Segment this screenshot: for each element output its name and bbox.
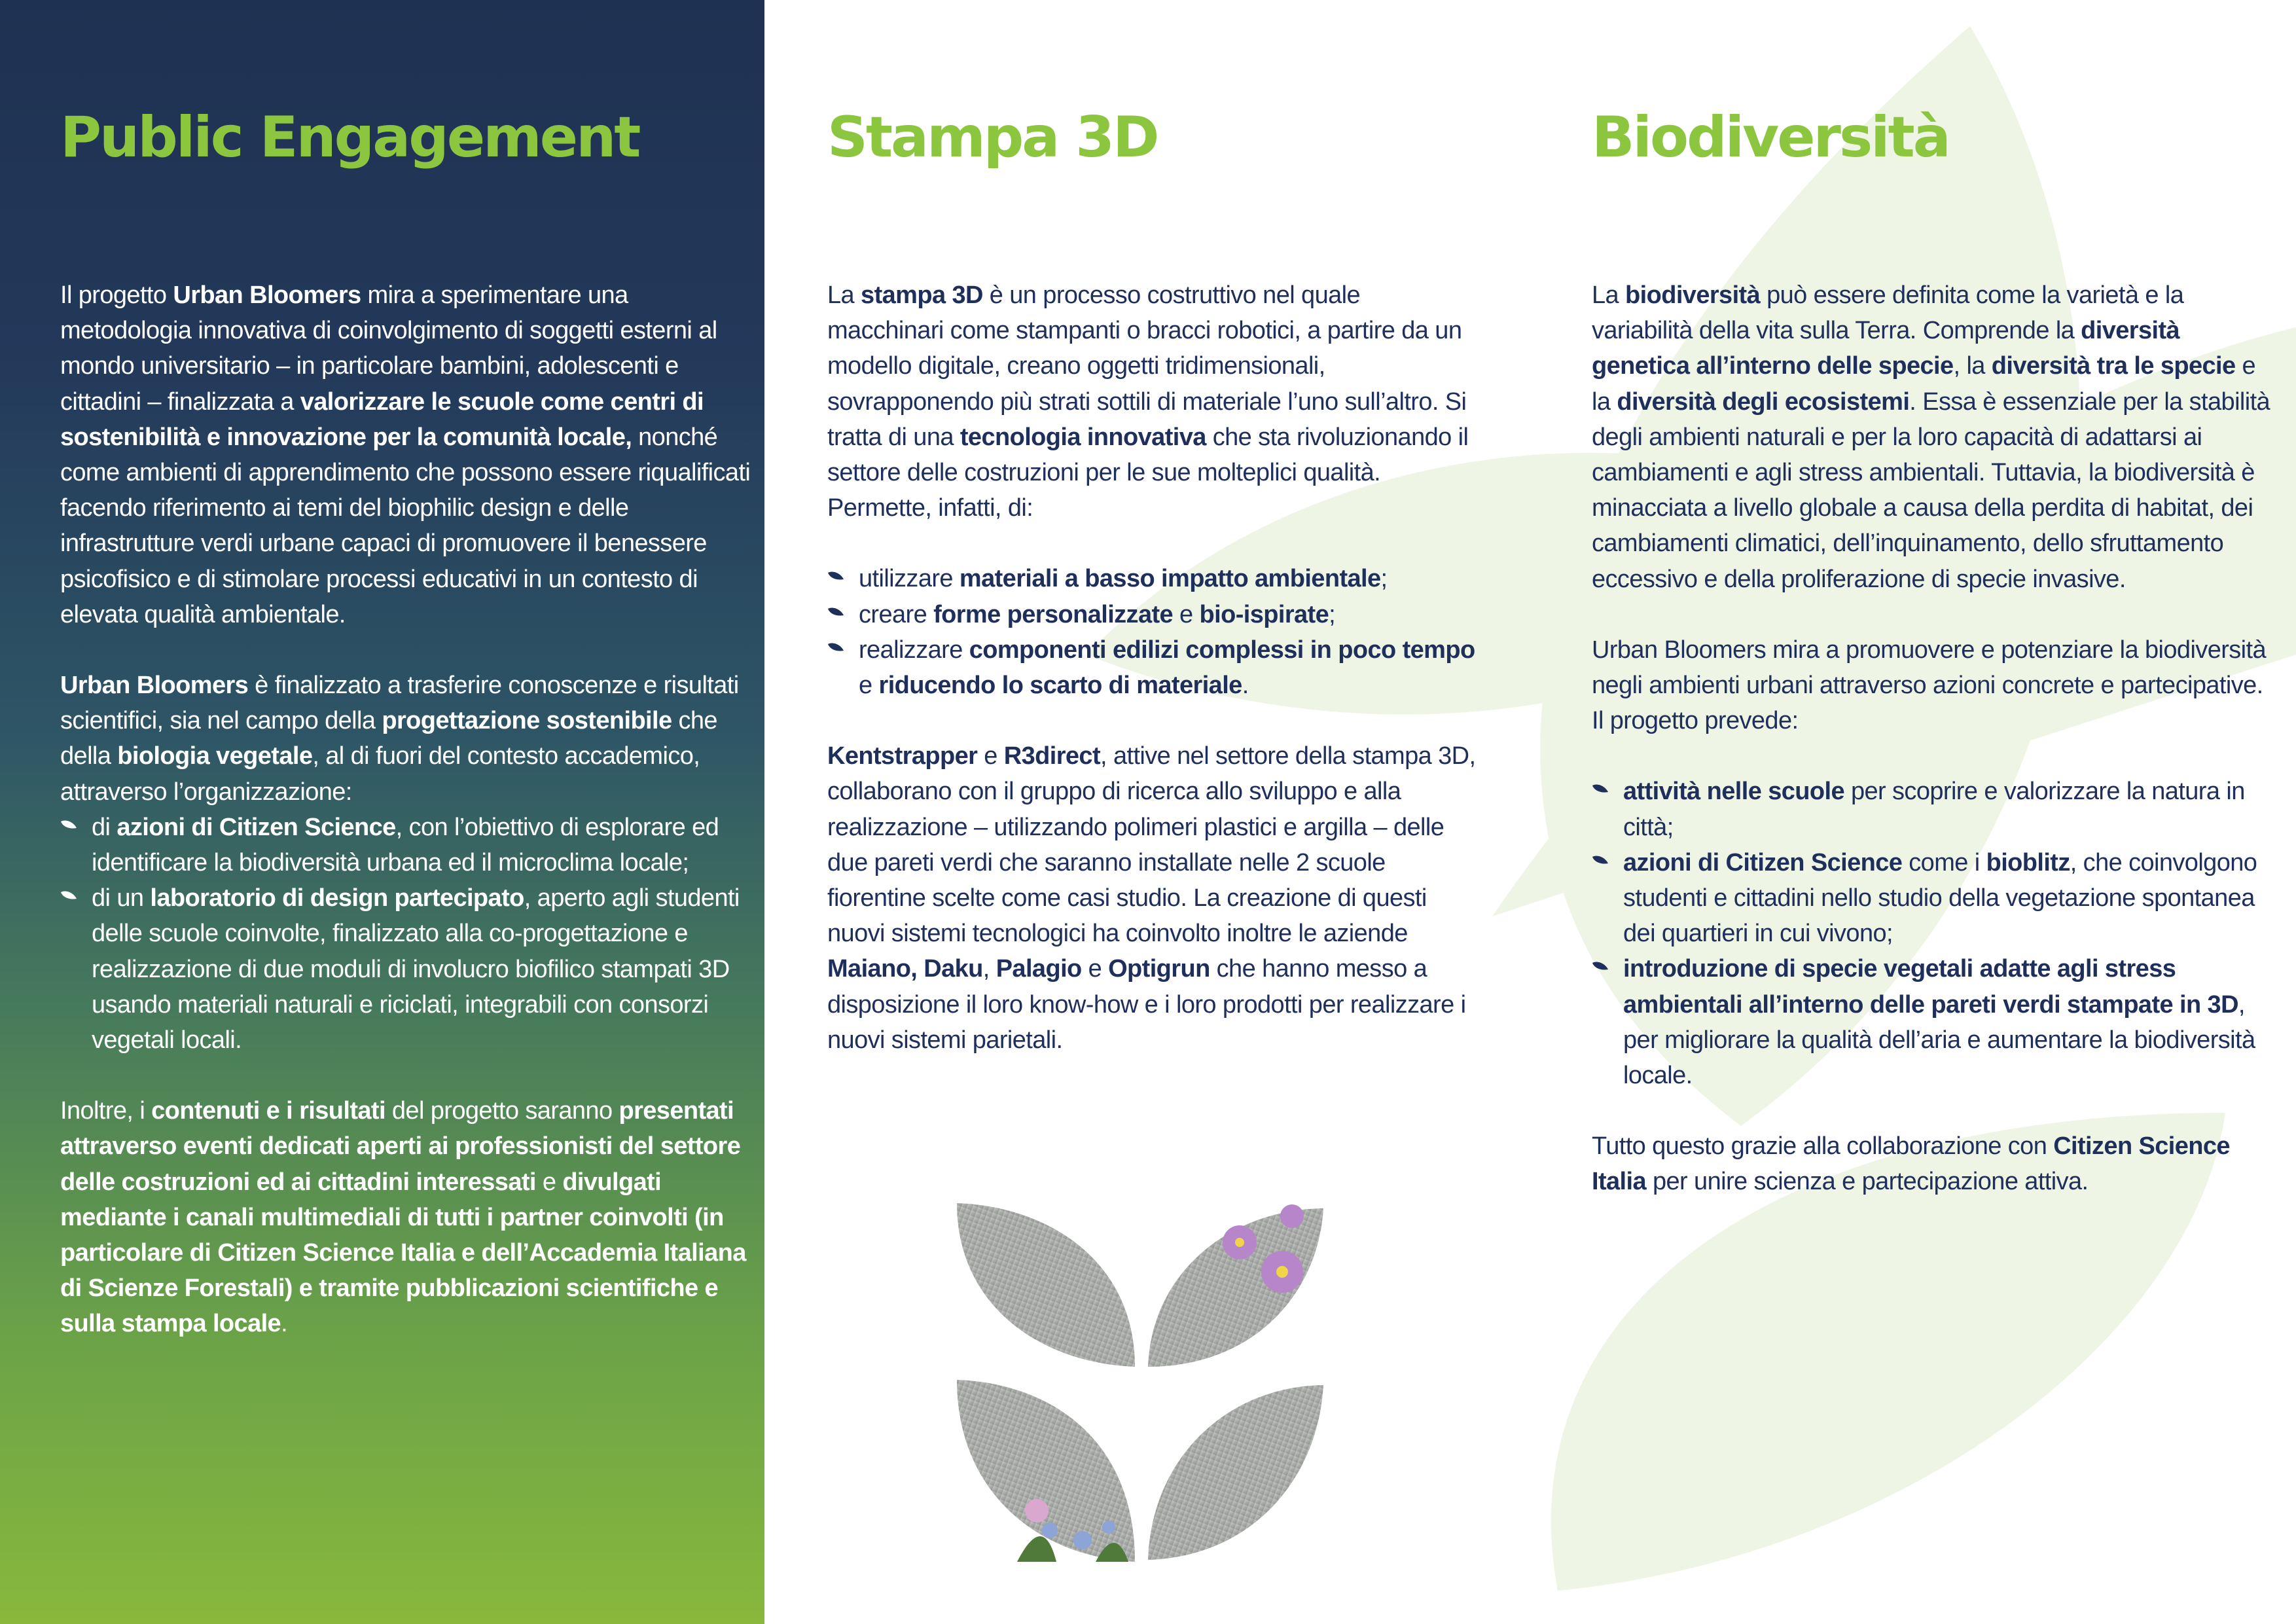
text-run [917,955,924,983]
bold-text: R3direct [1003,742,1101,770]
leaf-bullet-icon [827,570,844,581]
paragraph [60,1093,754,1341]
bold-text: materiali a basso impatto ambientale [959,565,1381,593]
text-run: , per migliorare la qualità dell’aria e aumentare la biodiversità locale. [1623,990,2255,1090]
text-run: che della [60,707,717,770]
text-run: , [982,955,996,983]
list-item [827,632,1482,703]
bold-text: attività nelle scuole [1623,778,1844,806]
title-public-engagement: Public Engagement [60,105,639,170]
text-run: come i [1902,848,1986,876]
list-item [1592,845,2272,952]
bold-text: presentati attraverso eventi dedicati aperti ai professionisti del settore delle costruzioni ed ai cittadini interessati [60,1097,741,1196]
paragraph [1592,278,2272,597]
bold-text: Citizen Science Italia [1592,1132,2230,1196]
text-run: Il progetto [60,281,173,309]
list-item [1592,774,2272,844]
list-item [827,561,1482,596]
text-run: , con l’obiettivo di esplorare ed identificare la biodiversità urbana ed il microclima locale; [92,813,719,877]
leaf-photo-3d-printed-wall [952,1203,1329,1562]
text-run: che sta rivoluzionando il settore delle costruzioni per le sue molteplici qualità. Permette, infatti, di: [827,423,1469,522]
text-run: , attive nel settore della stampa 3D, collaborano con il gruppo di ricerca allo sviluppo e alla realizzazione – utilizzando polimeri plastici e argilla – delle due pareti verdi che saranno installate nelle 2 scuole fiorentine scelte come casi studio. La creazione di questi nuovi sistemi tecnologici ha coinvolto inoltre le aziende [827,742,1476,948]
bold-text: componenti edilizi complessi in poco tempo [969,636,1475,664]
leaf-bullet-icon [1592,854,1609,865]
text-run: può essere definita come la varietà e la variabilità della vita sulla Terra. Comprende la [1592,281,2184,345]
bold-text: riducendo lo scarto di materiale [878,672,1242,700]
paragraph [827,278,1482,526]
text-run: . [281,1310,288,1338]
bold-text: contenuti e i risultati [151,1097,386,1125]
bold-text: Optigrun [1108,955,1210,983]
bold-text: diversità tra le specie [1991,352,2236,380]
text-run: utilizzare [859,565,960,593]
list-item [60,880,754,1058]
text-run: . [1242,672,1249,700]
text-run: e [1173,600,1200,628]
text-run: La [827,281,861,309]
text-run: Tutto questo grazie alla collaborazione con [1592,1132,2054,1161]
paragraph [1592,632,2272,739]
text-run: di un [92,884,151,912]
leaf-bullet-icon [827,641,844,652]
text-run: del progetto saranno [385,1097,619,1125]
bold-text: diversità degli ecosistemi [1617,388,1910,416]
text-run: , la [1953,352,1992,380]
bold-text: Palagio [996,955,1082,983]
text-run: nonché come ambienti di apprendimento che possono essere riqualificati facendo riferimento ai temi del biophilic design e delle infrastrutture verdi urbane capaci di promuovere il benessere psicofisico e di stimolare processi educativi in un contesto di elevata qualità ambientale. [60,423,751,628]
text-run: Urban Bloomers mira a promuovere e potenziare la biodiversità negli ambienti urbani attraverso azioni concrete e partecipative. Il progetto prevede: [1592,636,2267,735]
bold-text: bio-ispirate [1199,600,1329,628]
text-run: è finalizzato a trasferire conoscenze e risultati scientifici, sia nel campo della [60,672,739,735]
bold-text: divulgati mediante i canali multimediali di tutti i partner coinvolti (in particolare di Citizen Science Italia e dell’Accademia Italiana di Scienze Forestali) e tramite pubblicazioni scientifiche e sulla stampa locale [60,1168,746,1338]
bold-text: bioblitz [1986,848,2070,876]
text-run: e [535,1168,563,1196]
bold-text: azioni di Citizen Science [1623,848,1903,876]
list-item [60,810,754,880]
text-run: ; [1380,565,1388,593]
list-item [1592,951,2272,1093]
text-run: per unire scienza e partecipazione attiva. [1646,1168,2089,1196]
text-run: , aperto agli studenti delle scuole coinvolte, finalizzato alla co-progettazione e realizzazione di due moduli di involucro biofilico stampati 3D usando materiali naturali e riciclati, integrabili con consorzi vegetali locali. [92,884,740,1055]
bold-text: Maiano, [827,955,918,983]
text-run: mira a sperimentare una metodologia innovativa di coinvolgimento di soggetti esterni al mondo universitario – in particolare bambini, adolescenti e cittadini – finalizzata a [60,281,717,416]
bold-text: Urban Bloomers [173,281,361,309]
bullet-list [1592,774,2272,1093]
bold-text: laboratorio di design partecipato [150,884,524,912]
bold-text: Urban Bloomers [60,672,249,700]
text-run: ; [1329,600,1336,628]
bold-text: diversità genetica all’interno delle specie [1592,317,2180,380]
text-run: , che coinvolgono studenti e cittadini nello studio della vegetazione spontanea dei quartieri in cui vivono; [1623,848,2257,948]
title-stampa-3d: Stampa 3D [827,105,1158,170]
title-biodiversita: Biodiversità [1592,105,1949,170]
text-run: , al di fuori del contesto accademico, attraverso l’organizzazione: [60,742,700,806]
text-run: e [1081,955,1109,983]
text-run: Inoltre, i [60,1097,152,1125]
bullet-list [60,810,754,1058]
bold-text: valorizzare le scuole come centri di sostenibilità e innovazione per la comunità locale, [60,388,704,451]
bold-text: introduzione di specie vegetali adatte agli stress ambientali all’interno delle pareti verdi stampate in 3D [1623,955,2238,1019]
column-biodiversita [1592,278,2272,1200]
bold-text: forme personalizzate [933,600,1174,628]
bold-text: tecnologia innovativa [960,423,1206,451]
bullet-list [827,561,1482,703]
bold-text: stampa 3D [861,281,983,309]
text-run: creare [859,600,934,628]
text-run: di [92,813,117,841]
bold-text: Kentstrapper [827,742,978,770]
bold-text: biodiversità [1625,281,1761,309]
text-run: La [1592,281,1626,309]
text-run: e [977,742,1004,770]
paragraph [60,278,754,632]
text-run: e la [1592,352,2256,416]
text-run: è un processo costruttivo nel quale macchinari come stampanti o bracci robotici, a partire da un modello digitale, creano oggetti tridimensionali, sovrapponendo più strati sottili di materiale l’uno sull’altro. Si tratta di una [827,281,1467,451]
bold-text: biologia vegetale [117,742,313,770]
leaf-bullet-icon [60,890,77,900]
leaf-bullet-icon [1592,960,1609,971]
text-run: che hanno messo a disposizione il loro know-how e i loro prodotti per realizzare i nuovi sistemi parietali. [827,955,1466,1054]
text-run: per scoprire e valorizzare la natura in città; [1623,778,2245,841]
bold-text: Daku [924,955,983,983]
text-run: realizzare [859,636,969,664]
leaf-bullet-icon [1592,783,1609,793]
paragraph [60,668,754,810]
text-run: . Essa è essenziale per la stabilità degli ambienti naturali e per la loro capacità di adattarsi ai cambiamenti e agli stress ambientali. Tuttavia, la biodiversità è minacciata a livello globale a causa della perdita di habitat, dei cambiamenti climatici, dell’inquinamento, dello sfruttamento eccessivo e della proliferazione di specie invasive. [1592,388,2270,593]
bold-text: progettazione sostenibile [382,707,672,735]
column-public-engagement [60,278,754,1342]
bold-text: azioni di Citizen Science [117,813,396,841]
paragraph [827,738,1482,1058]
leaf-bullet-icon [60,819,77,829]
paragraph [1592,1128,2272,1199]
text-run: e [859,672,879,700]
leaf-bullet-icon [827,606,844,617]
column-stampa-3d [827,278,1482,1058]
list-item [827,597,1482,632]
